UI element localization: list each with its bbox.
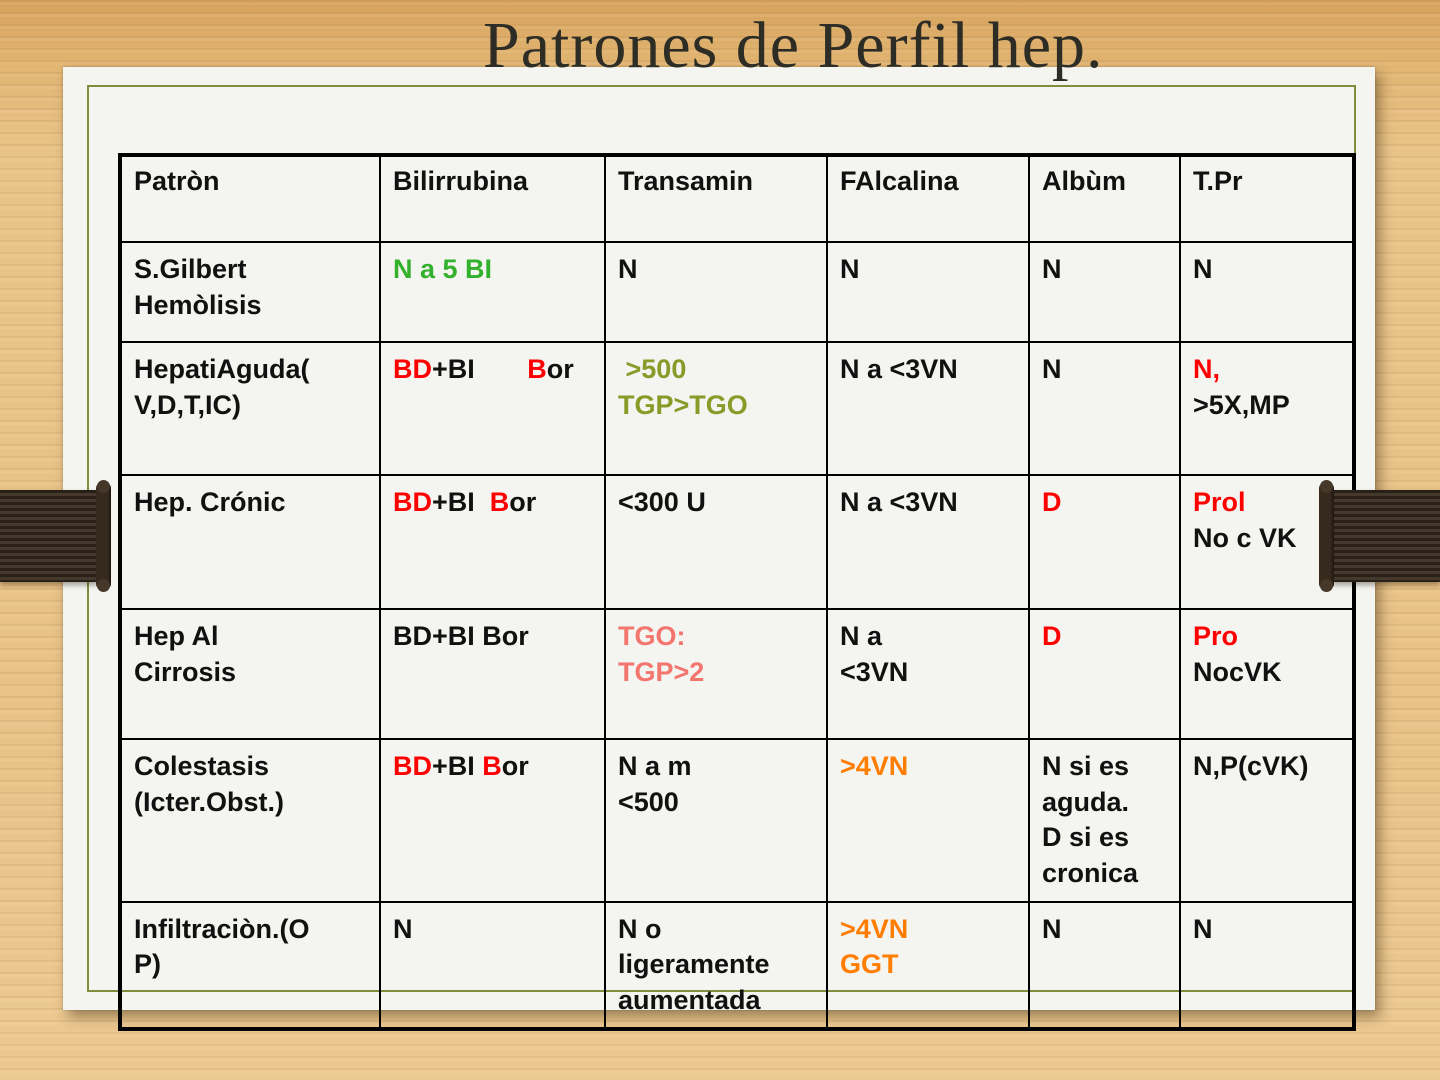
text-segment: or [509, 487, 537, 517]
text-segment: N a <3VN [840, 487, 958, 517]
cell-line [618, 619, 814, 655]
header-row [120, 155, 1354, 242]
table-cell [1029, 342, 1180, 475]
text-segment: N a 5 BI [393, 254, 493, 284]
cell-line [134, 352, 367, 388]
text-segment: aguda. [1042, 786, 1130, 817]
text-segment: +BI [432, 487, 490, 517]
text-segment: Prol [1193, 487, 1246, 517]
cell-line [134, 619, 367, 655]
table-cell [380, 902, 605, 1030]
table-cell [120, 475, 380, 609]
table-cell [380, 342, 605, 475]
cell-line [840, 485, 1016, 521]
table-cell [1029, 475, 1180, 609]
table-cell [605, 902, 827, 1030]
cell-line [1042, 912, 1167, 948]
cell-line [1193, 352, 1340, 388]
text-segment: N [1193, 254, 1213, 284]
cell-line [618, 947, 814, 983]
text-segment: D [1042, 487, 1062, 517]
cell-line [393, 352, 592, 388]
text-segment: B [527, 354, 547, 384]
text-segment: S.Gilbert [134, 254, 247, 284]
table-row [120, 609, 1354, 739]
table-cell [1180, 242, 1354, 342]
cell-line [618, 749, 814, 785]
text-segment: N [393, 913, 413, 944]
table-cell [120, 609, 380, 739]
text-segment: BD [393, 487, 432, 517]
text-segment: No c VK [1193, 522, 1297, 553]
right-ribbon [1332, 490, 1440, 582]
cell-line [134, 485, 367, 521]
cell-line [1042, 252, 1167, 288]
table-cell [380, 609, 605, 739]
text-segment: <3VN [840, 656, 909, 687]
cell-line [618, 655, 814, 691]
text-segment: N,P(cVK) [1193, 751, 1309, 781]
table-cell [1029, 242, 1180, 342]
cell-line [840, 655, 1016, 691]
cell-line [1193, 749, 1340, 785]
table-cell [120, 902, 380, 1030]
column-header: Patròn [120, 155, 380, 242]
text-segment: HepatiAguda( [134, 354, 310, 384]
cell-line [1042, 820, 1167, 856]
cell-line [1193, 485, 1340, 521]
table-cell [605, 342, 827, 475]
table-cell [1180, 342, 1354, 475]
cell-line [1042, 619, 1167, 655]
column-header: T.Pr [1180, 155, 1354, 242]
cell-line [840, 749, 1016, 785]
table-cell [380, 739, 605, 902]
table-cell [120, 739, 380, 902]
cell-line [1193, 619, 1340, 655]
cell-line [134, 785, 367, 821]
cell-line [840, 947, 1016, 983]
cell-line [1042, 785, 1167, 821]
cell-line [840, 352, 1016, 388]
text-segment: or [501, 751, 529, 781]
table-cell [1029, 902, 1180, 1030]
text-segment: Colestasis [134, 751, 270, 781]
table-cell [1180, 902, 1354, 1030]
cell-line [1193, 912, 1340, 948]
table-row [120, 242, 1354, 342]
text-segment: N [1193, 913, 1213, 944]
text-segment: D si es [1042, 822, 1130, 853]
table-cell [827, 475, 1029, 609]
page-title: Patrones de Perfil hep. [483, 9, 1104, 82]
table-cell [605, 609, 827, 739]
left-ribbon-cap [96, 483, 111, 589]
cell-line [1193, 655, 1340, 691]
cell-line [618, 983, 814, 1019]
ribbon-knob [1320, 480, 1333, 493]
cell-line [1042, 856, 1167, 892]
cell-line [618, 388, 814, 424]
cell-line [134, 388, 367, 424]
table-cell [827, 609, 1029, 739]
text-segment: Cirrosis [134, 656, 237, 687]
table-cell [827, 342, 1029, 475]
text-segment: TGP>2 [618, 656, 705, 687]
text-segment: N si es [1042, 751, 1130, 781]
table-cell [120, 242, 380, 342]
table-cell [380, 475, 605, 609]
text-segment: Hep. Crónic [134, 487, 286, 517]
cell-line [393, 485, 592, 521]
cell-line [1193, 521, 1340, 557]
column-header: Albùm [1029, 155, 1180, 242]
table-cell [1180, 609, 1354, 739]
table-row [120, 902, 1354, 1030]
right-ribbon-cap [1319, 483, 1334, 589]
ribbon-knob [97, 480, 110, 493]
cell-line [618, 485, 814, 521]
cell-line [393, 252, 592, 288]
table-cell [1029, 739, 1180, 902]
slide [63, 67, 1375, 1015]
table-cell [1029, 609, 1180, 739]
cell-line [393, 912, 592, 948]
cell-line [618, 912, 814, 948]
cell-line [840, 619, 1016, 655]
text-segment: Hemòlisis [134, 289, 262, 320]
table-cell [827, 902, 1029, 1030]
cell-line [134, 252, 367, 288]
text-segment: N [1042, 354, 1062, 384]
text-segment: >5X,MP [1193, 389, 1290, 420]
text-segment: <500 [618, 786, 679, 817]
table-cell [827, 242, 1029, 342]
column-header: Transamin [605, 155, 827, 242]
text-segment: Infiltraciòn.(O [134, 913, 310, 944]
text-segment: D [1042, 621, 1062, 651]
text-segment: or [546, 354, 574, 384]
text-segment: BD [393, 751, 432, 781]
cell-line [618, 352, 814, 388]
table-cell [1180, 739, 1354, 902]
text-segment: (Icter.Obst.) [134, 786, 285, 817]
cell-line [1042, 749, 1167, 785]
text-segment: N [840, 254, 860, 284]
text-segment: N a m [618, 751, 692, 781]
cell-line [1042, 485, 1167, 521]
text-segment: B [482, 751, 502, 781]
text-segment: N [618, 254, 638, 284]
text-segment: TGO: [618, 621, 686, 651]
cell-line [1042, 352, 1167, 388]
text-segment: ligeramente [618, 949, 770, 980]
text-segment: >4VN [840, 751, 909, 781]
table-cell [827, 739, 1029, 902]
text-segment: N a <3VN [840, 354, 958, 384]
text-segment: NocVK [1193, 656, 1282, 687]
cell-line [618, 252, 814, 288]
text-segment: B [489, 487, 510, 517]
cell-line [393, 619, 592, 655]
text-segment: >4VN [840, 913, 909, 944]
text-segment: +BI [432, 354, 528, 384]
text-segment: BD [393, 354, 432, 384]
cell-line [134, 288, 367, 324]
column-header: FAlcalina [827, 155, 1029, 242]
table-row [120, 475, 1354, 609]
ribbon-knob [1320, 579, 1333, 592]
text-segment: >500 [618, 354, 687, 384]
text-segment: V,D,T,IC) [134, 389, 242, 420]
cell-line [1193, 388, 1340, 424]
text-segment: <300 U [618, 487, 706, 517]
cell-line [134, 749, 367, 785]
table-cell [605, 242, 827, 342]
cell-line [134, 912, 367, 948]
text-segment: P) [134, 949, 161, 980]
text-segment: Pro [1193, 621, 1239, 651]
text-segment: aumentada [618, 984, 761, 1015]
text-segment: +BI [432, 751, 483, 781]
cell-line [134, 947, 367, 983]
table-cell [605, 739, 827, 902]
cell-line [1193, 252, 1340, 288]
text-segment: N [1042, 913, 1062, 944]
ribbon-knob [97, 579, 110, 592]
text-segment: BD+BI Bor [393, 621, 529, 651]
text-segment: Hep Al [134, 621, 219, 651]
patterns-table [118, 153, 1356, 1031]
text-segment: N, [1193, 354, 1220, 384]
cell-line [840, 912, 1016, 948]
cell-line [393, 749, 592, 785]
text-segment: N a [840, 621, 883, 651]
table-cell [120, 342, 380, 475]
column-header: Bilirrubina [380, 155, 605, 242]
cell-line [618, 785, 814, 821]
table-cell [380, 242, 605, 342]
text-segment: TGP>TGO [618, 389, 748, 420]
text-segment: N o [618, 913, 662, 944]
text-segment: N [1042, 254, 1062, 284]
left-ribbon [0, 490, 98, 582]
cell-line [134, 655, 367, 691]
table-row [120, 739, 1354, 902]
table-row [120, 342, 1354, 475]
text-segment: GGT [840, 949, 899, 980]
text-segment: cronica [1042, 857, 1139, 888]
table-cell [605, 475, 827, 609]
cell-line [840, 252, 1016, 288]
